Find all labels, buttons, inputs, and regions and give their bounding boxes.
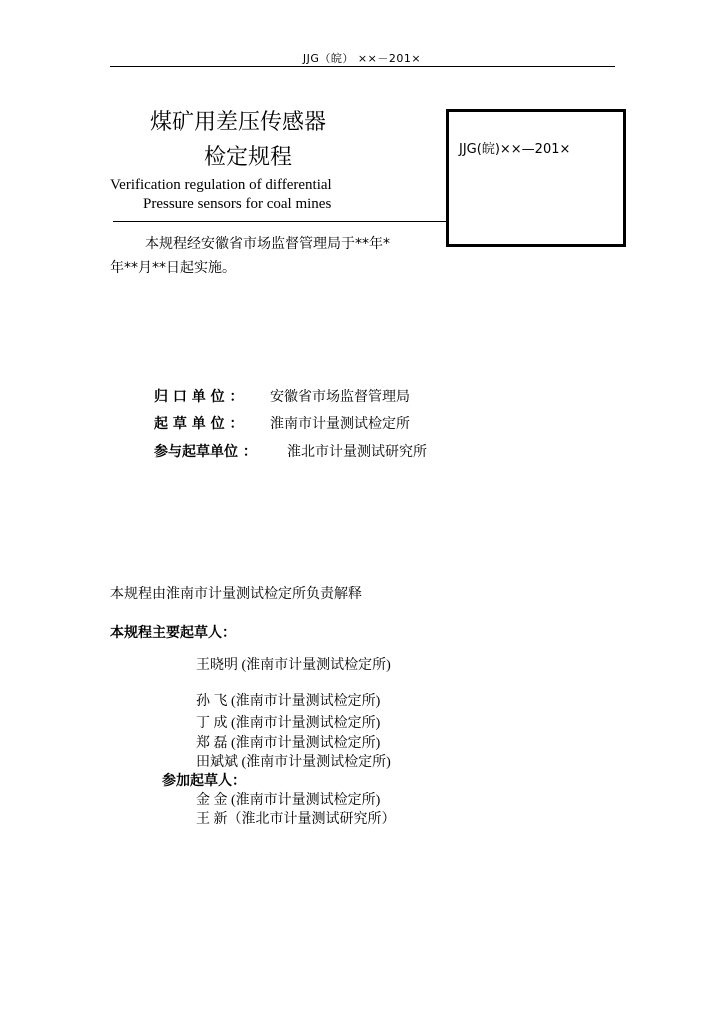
standard-code-box (446, 109, 626, 247)
title-en-line1: Verification regulation of differential (110, 177, 332, 193)
drafter-item: 丁 成 (淮南市计量测试检定所) (196, 716, 381, 731)
drafter-item: 郑 磊 (淮南市计量测试检定所) (196, 736, 381, 751)
header-rule (110, 66, 615, 67)
drafters-heading: 本规程主要起草人： (110, 625, 236, 641)
participant-item: 王 新（淮北市计量测试研究所） (196, 812, 396, 827)
standard-code: JJG(皖)××—201× (459, 142, 571, 157)
participant-item: 金 金 (淮南市计量测试检定所) (196, 793, 381, 808)
participants-heading: 参加起草人： (162, 773, 246, 789)
drafter-item: 孙 飞 (淮南市计量测试检定所) (196, 694, 381, 709)
title-cn-line2: 检定规程 (204, 145, 293, 170)
drafter-item: 田斌斌 (淮南市计量测试检定所) (196, 755, 391, 770)
unit-value-1: 淮南市计量测试检定所 (270, 416, 410, 432)
header-code: JJG（皖） ××－201× (302, 52, 422, 65)
interpretation-text: 本规程由淮南市计量测试检定所负责解释 (110, 586, 362, 602)
title-en-line2: Pressure sensors for coal mines (143, 196, 332, 212)
title-cn-line1: 煤矿用差压传感器 (150, 110, 327, 135)
drafter-item: 王晓明 (淮南市计量测试检定所) (196, 658, 391, 673)
approval-line1: 本规程经安徽省市场监督管理局于**年* (145, 236, 390, 252)
unit-value-0: 安徽省市场监督管理局 (270, 389, 410, 405)
unit-label-1: 起 草 单 位 ： (154, 416, 244, 432)
unit-label-0: 归 口 单 位 ： (154, 389, 244, 405)
unit-value-2: 淮北市计量测试研究所 (287, 444, 427, 460)
approval-line2: 年**月**日起实施。 (110, 260, 236, 276)
unit-label-2: 参与起草单位 ： (154, 444, 257, 460)
